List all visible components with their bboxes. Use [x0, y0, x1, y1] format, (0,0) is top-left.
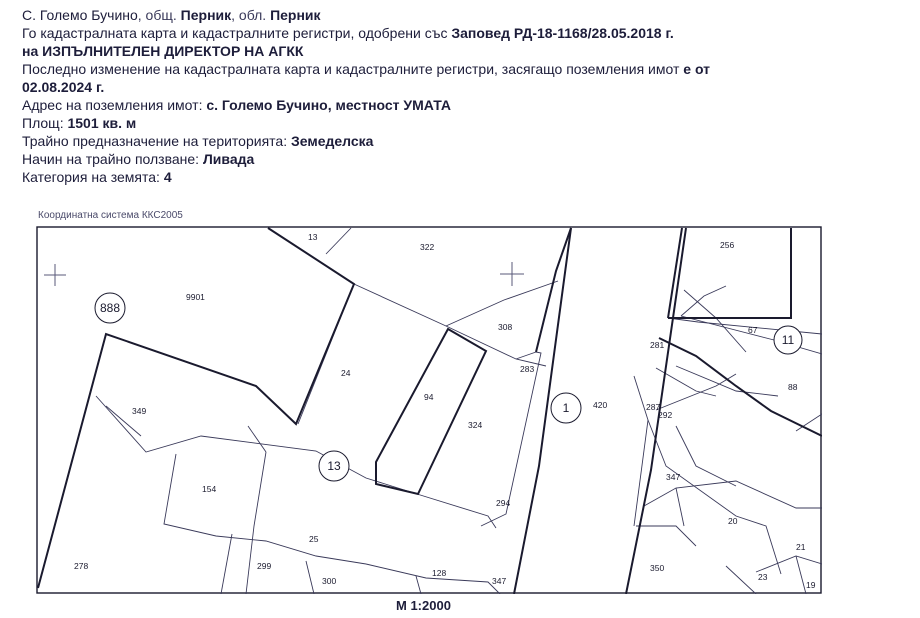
parcel-label: 25 — [309, 534, 319, 544]
area-line — [22, 114, 902, 132]
map-scale: М 1:2000 — [396, 598, 451, 613]
region-name: Перник — [270, 7, 321, 23]
parcel-label: 19 — [806, 580, 816, 590]
parcel-label: 128 — [432, 568, 447, 578]
cadastral-map — [36, 226, 822, 594]
municipality-prefix: , общ. — [137, 7, 177, 23]
last-change-date-line — [22, 78, 902, 96]
parcel-label: 324 — [468, 420, 483, 430]
parcel-label: 94 — [424, 392, 434, 402]
parcel-label: 88 — [788, 382, 798, 392]
parcel-label: 308 — [498, 322, 513, 332]
issuer-line — [22, 42, 902, 60]
coordinate-system-label: Координатна система ККС2005 — [38, 210, 183, 221]
parcel-label: 299 — [257, 561, 272, 571]
address-value: с. Големо Бучино, местност УМАТА — [206, 97, 451, 113]
usage-label: Начин на трайно ползване: — [22, 151, 200, 167]
parcel-label: 23 — [758, 572, 768, 582]
parcel-label: 278 — [74, 561, 89, 571]
approval-order: Заповед РД-18-1168/28.05.2018 г. — [451, 25, 674, 41]
parcel-label: 154 — [202, 484, 217, 494]
circle-1-label: 1 — [562, 401, 570, 415]
parcel-label: 24 — [341, 368, 351, 378]
area-value: 1501 кв. м — [67, 115, 137, 131]
circle-13-label: 13 — [327, 459, 341, 473]
approval-text: Го кадастралната карта и кадастралните регистри, одобрени със — [22, 25, 448, 41]
area-label: Площ: — [22, 115, 64, 131]
circle-11-label: 11 — [781, 333, 795, 347]
purpose-line — [22, 132, 902, 150]
parcel-label: 281 — [650, 340, 665, 350]
parcel-label: 20 — [728, 516, 738, 526]
circle-888-label: 888 — [99, 301, 121, 315]
address-line — [22, 96, 902, 114]
issuer: на ИЗПЪЛНИТЕЛЕН ДИРЕКТОР НА АГКК — [22, 43, 304, 59]
purpose-value: Земеделска — [290, 133, 374, 149]
approval-line — [22, 24, 902, 42]
property-info-header — [22, 6, 902, 186]
last-change-prefix: е от — [683, 61, 711, 77]
region-prefix: , обл. — [231, 7, 267, 23]
parcel-label: 21 — [796, 542, 806, 552]
parcel-label: 13 — [308, 232, 318, 242]
usage-value: Ливада — [202, 151, 255, 167]
parcel-label: 283 — [520, 364, 535, 374]
parcel-label: 294 — [496, 498, 511, 508]
category-value: 4 — [163, 169, 172, 185]
last-change-text: Последно изменение на кадастралната карта и кадастралните регистри, засягащо поземления имот — [22, 61, 680, 77]
parcel-label: 300 — [322, 576, 337, 586]
location-line — [22, 6, 902, 24]
category-line — [22, 168, 902, 186]
parcel-label: 256 — [720, 240, 735, 250]
parcel-label: 9901 — [186, 292, 205, 302]
parcel-label: 420 — [593, 400, 608, 410]
address-label: Адрес на поземления имот: — [22, 97, 203, 113]
village-name: С. Големо Бучино — [22, 7, 138, 23]
parcel-label: 350 — [650, 563, 665, 573]
map-frame — [37, 227, 821, 593]
category-label: Категория на земята: — [22, 169, 160, 185]
parcel-label: 322 — [420, 242, 435, 252]
cadastral-map-svg — [36, 226, 822, 594]
purpose-label: Трайно предназначение на територията: — [22, 133, 288, 149]
last-change-date: 02.08.2024 г. — [22, 79, 105, 95]
parcel-label: 349 — [132, 406, 147, 416]
usage-line — [22, 150, 902, 168]
parcel-label: 67 — [748, 325, 758, 335]
parcel-label: 292 — [658, 410, 673, 420]
parcel-label: 347 — [492, 576, 507, 586]
parcel-label: 287 — [646, 402, 661, 412]
municipality-name: Перник — [180, 7, 232, 23]
parcel-label: 347 — [666, 472, 681, 482]
last-change-line — [22, 60, 902, 78]
